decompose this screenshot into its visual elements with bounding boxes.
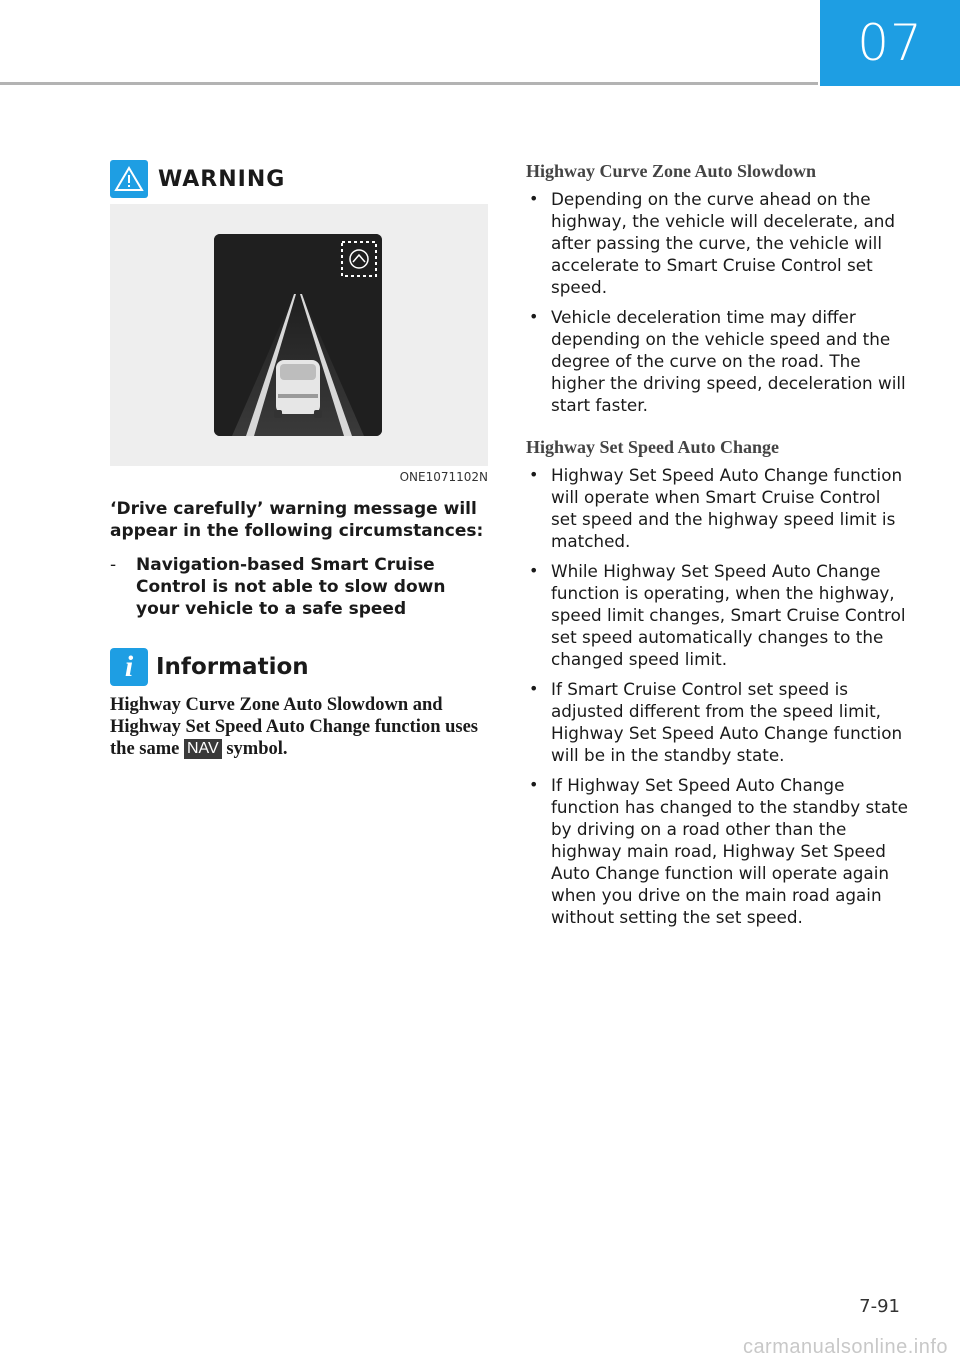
information-body — [110, 694, 488, 760]
left-column — [110, 160, 488, 760]
page-number: 7-91 — [859, 1296, 900, 1317]
info-icon: i — [110, 648, 148, 686]
list-item — [526, 678, 908, 766]
warning-item-text: Navigation-based Smart Cruise Control is not able to slow down your vehicle to a safe speed — [136, 555, 446, 619]
warning-item — [110, 554, 488, 620]
cluster-screen — [214, 234, 382, 436]
watermark: carmanualsonline.info — [742, 1336, 948, 1358]
information-text-after: symbol. — [221, 739, 288, 759]
chapter-tab: 07 — [820, 0, 960, 86]
cluster-illustration — [110, 204, 488, 466]
information-heading — [110, 648, 488, 686]
information-text-before: Highway Curve Zone Auto Slowdown and Highway Set Speed Auto Change function uses the same — [110, 695, 479, 759]
list-item — [526, 464, 908, 552]
bullet-dot: • — [529, 189, 539, 208]
information-title: Information — [156, 654, 309, 680]
warning-heading — [110, 160, 488, 198]
warning-intro: ‘Drive carefully’ warning message will appear in the following circumstances: — [110, 499, 484, 541]
dash-marker: - — [110, 555, 117, 575]
right-column — [526, 160, 908, 936]
list-item-text: If Smart Cruise Control set speed is adjusted different from the speed limit, Highway Set Speed Auto Change function will be in the standby state. — [551, 679, 903, 765]
nav-symbol-badge: NAV — [184, 739, 222, 759]
bullet-dot: • — [529, 775, 539, 794]
bullet-dot: • — [529, 465, 539, 484]
list-item — [526, 188, 908, 298]
figure-code: ONE1071102N — [399, 470, 488, 484]
warning-title: WARNING — [158, 166, 286, 192]
list-item-text: Highway Set Speed Auto Change function will operate when Smart Cruise Control set speed and the highway speed limit is matched. — [551, 465, 903, 551]
bullet-dot: • — [529, 307, 539, 326]
curve-zone-bullets — [526, 188, 908, 416]
list-item — [526, 306, 908, 416]
warning-triangle-icon — [110, 160, 148, 198]
section-heading-set-speed: Highway Set Speed Auto Change — [526, 437, 780, 457]
list-item-text: Depending on the curve ahead on the highway, the vehicle will decelerate, and after passing the curve, the vehicle will accelerate to Smart Cruise Control set speed. — [551, 189, 896, 297]
list-item — [526, 774, 908, 928]
list-item-text: While Highway Set Speed Auto Change function is operating, when the highway, speed limit changes, Smart Cruise Control set speed automatically changes to the changed speed limit. — [551, 561, 906, 669]
bullet-dot: • — [529, 561, 539, 580]
bullet-dot: • — [529, 679, 539, 698]
section-heading-curve-zone: Highway Curve Zone Auto Slowdown — [526, 161, 817, 181]
list-item — [526, 560, 908, 670]
header-rule — [0, 82, 818, 85]
list-item-text: Vehicle deceleration time may differ depending on the vehicle speed and the degree of the curve on the road. The higher the driving speed, deceleration will start faster. — [551, 307, 906, 415]
list-item-text: If Highway Set Speed Auto Change function has changed to the standby state by driving on a road other than the highway main road, Highway Set Speed Auto Change function will operate again when you drive on the main road again without setting the set speed. — [551, 775, 909, 927]
set-speed-bullets — [526, 464, 908, 928]
